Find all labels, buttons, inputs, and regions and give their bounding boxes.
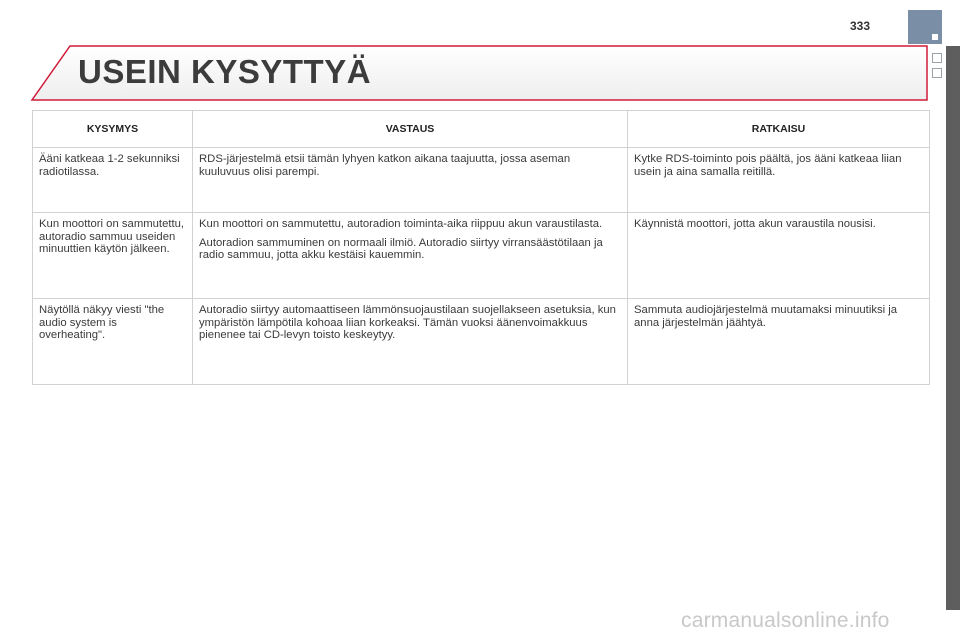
answer-text: Autoradion sammuminen on normaali ilmiö. Autoradio siirtyy virransäästötilaan ja radio sammuu, jotta akku kestäisi kauemmin.: [199, 236, 603, 261]
answer-text: RDS-järjestelmä etsii tämän lyhyen katkon aikana taajuutta, jossa aseman kuuluvuus olisi parempi.: [199, 153, 571, 178]
question-cell: Kun moottori on sammutettu, autoradio sammuu useiden minuuttien käytön jälkeen.: [33, 213, 193, 299]
side-scrollbar[interactable]: [946, 46, 960, 610]
question-cell: Näytöllä näkyy viesti "the audio system is overheating".: [33, 299, 193, 385]
page-number: 333: [849, 19, 870, 33]
watermark: carmanualsonline.info: [681, 609, 890, 632]
faq-table: [32, 110, 930, 385]
answer-text: Autoradio siirtyy automaattiseen lämmönsuojaustilaan suojellakseen asetuksia, kun ympäristön lämpötila kohoaa liian korkeaksi. Tämän vuoksi äänenvoimakkuus pienenee tai CD-levyn toisto keskeytyy.: [199, 304, 616, 341]
answer-text: Kun moottori on sammutettu, autoradion toiminta-aika riippuu akun varaustilasta.: [199, 218, 603, 230]
answer-cell: [193, 148, 628, 213]
table-row: [33, 148, 930, 213]
title-banner: [30, 45, 932, 103]
page-title: USEIN KYSYTTYÄ: [78, 53, 372, 90]
answer-cell: [193, 213, 628, 299]
table-header-row: [33, 111, 930, 148]
checkbox-1[interactable]: [932, 53, 942, 63]
header-solution: RATKAISU: [628, 111, 930, 148]
table-row: [33, 299, 930, 385]
solution-cell: Sammuta audiojärjestelmä muutamaksi minuutiksi ja anna järjestelmän jäähtyä.: [628, 299, 930, 385]
question-cell: Ääni katkeaa 1-2 sekunniksi radiotilassa.: [33, 148, 193, 213]
header-question: KYSYMYS: [33, 111, 193, 148]
solution-cell: Käynnistä moottori, jotta akun varaustila nousisi.: [628, 213, 930, 299]
table-row: [33, 213, 930, 299]
checkbox-2[interactable]: [932, 68, 942, 78]
answer-cell: [193, 299, 628, 385]
header-answer: VASTAUS: [193, 111, 628, 148]
solution-cell: Kytke RDS-toiminto pois päältä, jos ääni katkeaa liian usein ja aina samalla reitillä.: [628, 148, 930, 213]
corner-tab-dot: [932, 34, 938, 40]
corner-tab: [908, 10, 942, 44]
